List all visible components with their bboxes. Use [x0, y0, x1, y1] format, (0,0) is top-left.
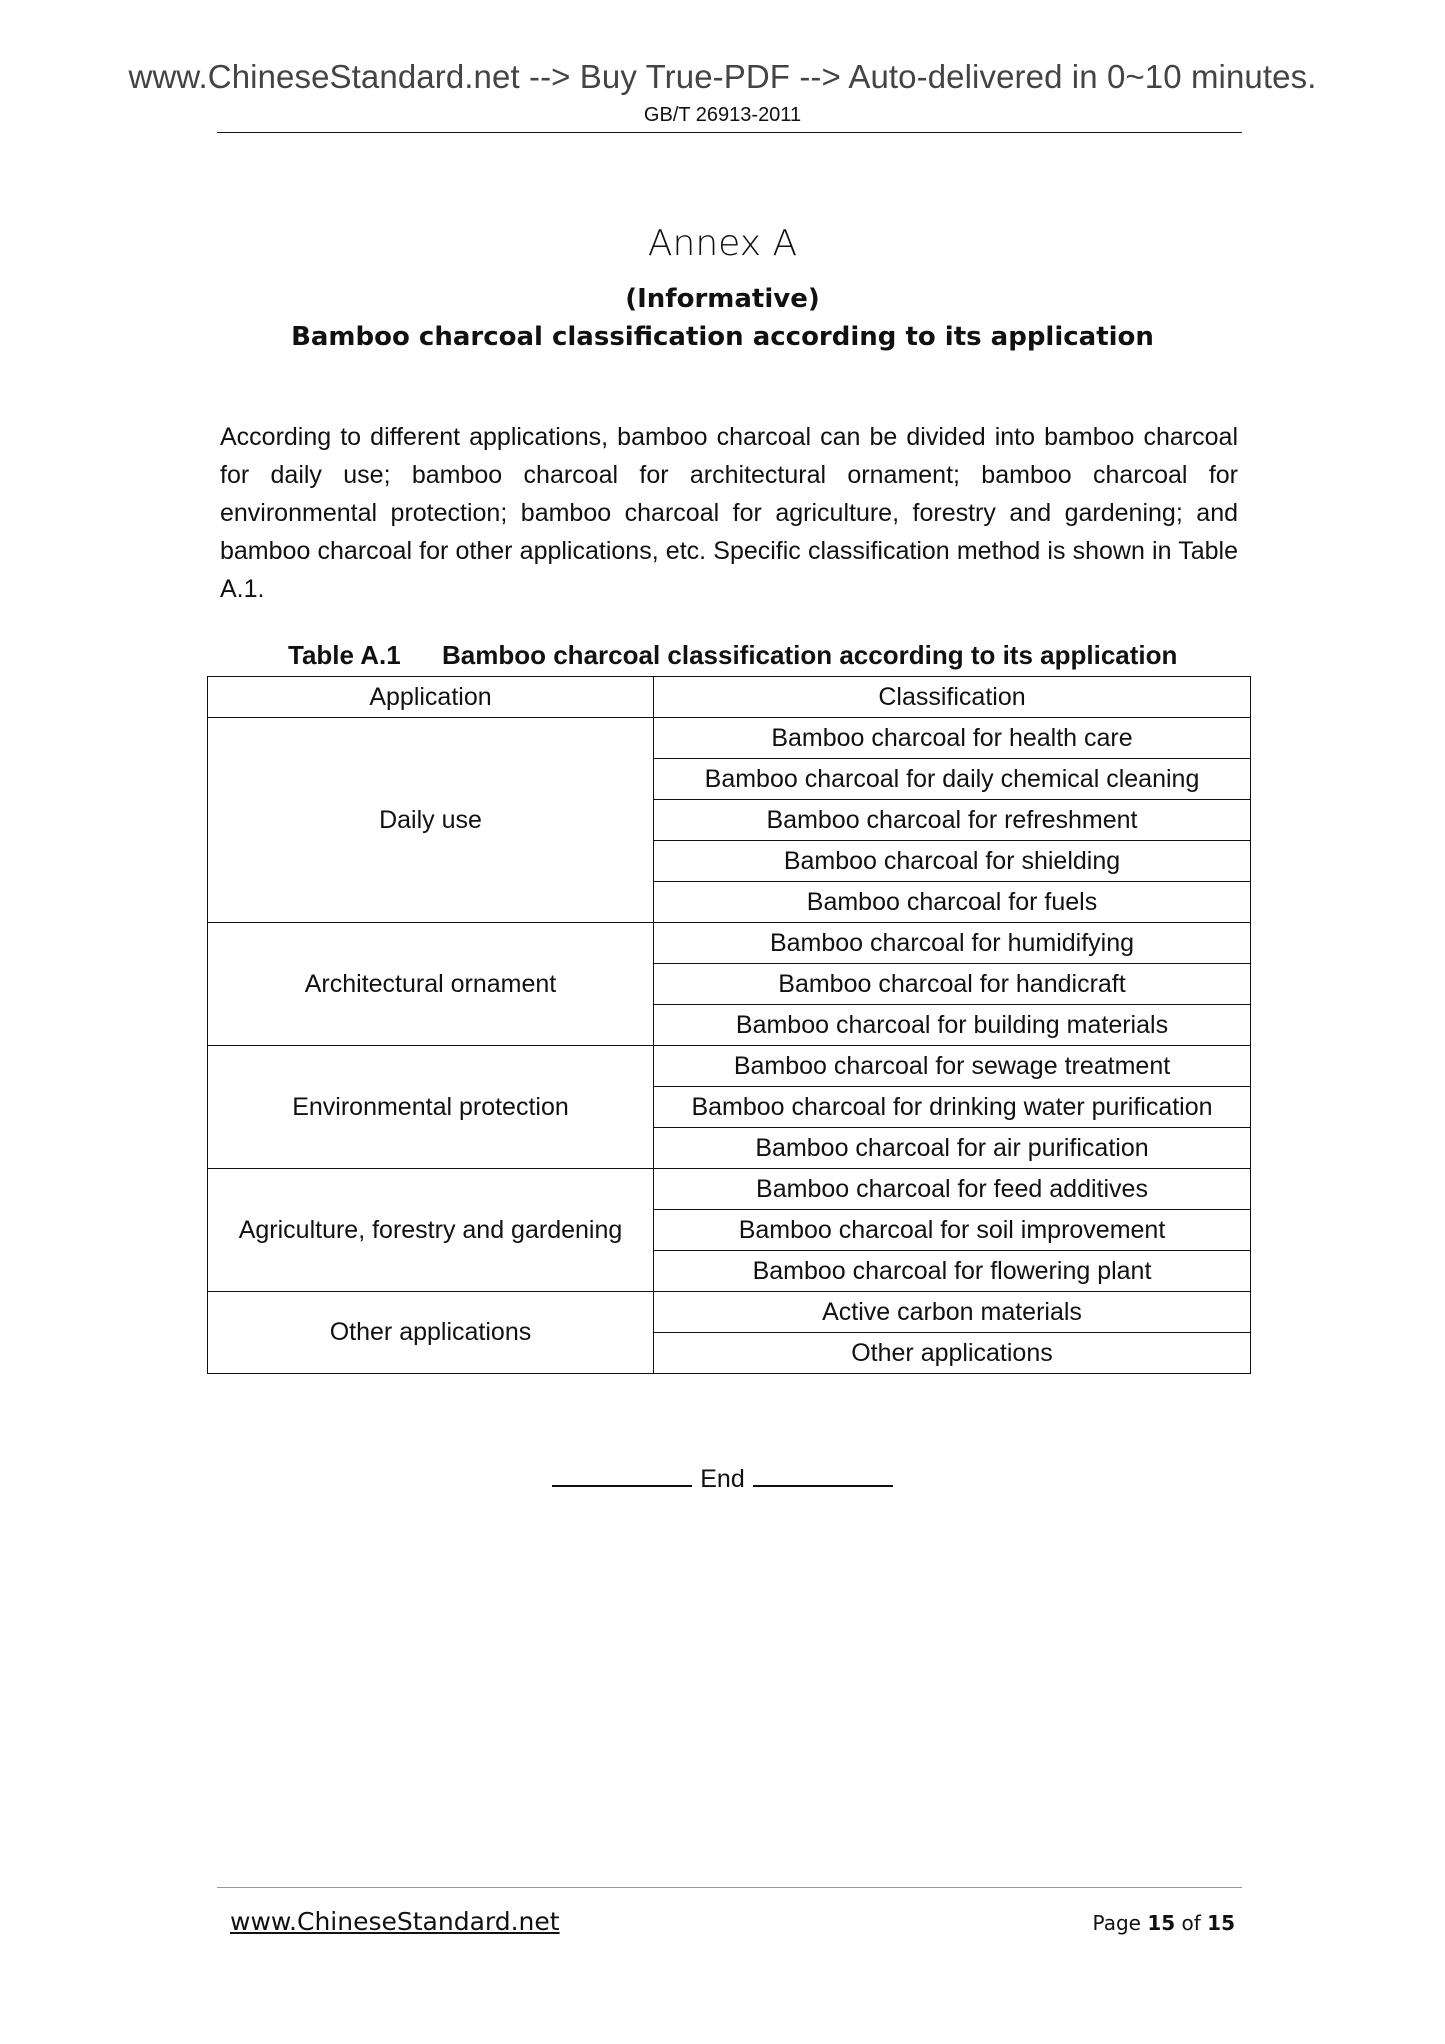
classification-cell: Other applications	[654, 1333, 1251, 1374]
page-of: of	[1181, 1911, 1201, 1935]
classification-cell: Bamboo charcoal for handicraft	[654, 964, 1251, 1005]
classification-cell: Bamboo charcoal for daily chemical cleaning	[654, 759, 1251, 800]
table-row	[208, 923, 1251, 964]
classification-cell: Bamboo charcoal for soil improvement	[654, 1210, 1251, 1251]
end-label: End	[700, 1465, 745, 1493]
table-row	[208, 1046, 1251, 1087]
classification-cell: Bamboo charcoal for feed additives	[654, 1169, 1251, 1210]
page-current: 15	[1147, 1911, 1176, 1935]
annex-title: Annex A	[647, 223, 798, 264]
application-cell: Architectural ornament	[208, 923, 654, 1046]
table-row	[208, 1169, 1251, 1210]
application-cell: Other applications	[208, 1292, 654, 1374]
table-header-row	[208, 677, 1251, 718]
classification-cell: Bamboo charcoal for humidifying	[654, 923, 1251, 964]
classification-cell: Bamboo charcoal for building materials	[654, 1005, 1251, 1046]
footer-divider	[217, 1887, 1242, 1888]
header-classification: Classification	[654, 677, 1251, 718]
classification-cell: Bamboo charcoal for air purification	[654, 1128, 1251, 1169]
table-caption-number: Table A.1	[288, 640, 401, 670]
table-caption	[288, 640, 1177, 671]
header-divider	[217, 132, 1242, 133]
end-rule-left	[552, 1484, 692, 1487]
classification-cell: Active carbon materials	[654, 1292, 1251, 1333]
document-code: GB/T 26913-2011	[643, 104, 802, 126]
classification-table	[207, 676, 1251, 1374]
intro-paragraph: According to different applications, bamboo charcoal can be divided into bamboo charcoal for daily use; bamboo charcoal for architectural ornament; bamboo charcoal for environmental protection; bamboo charcoal for agriculture, forestry and gardening; and bamboo charcoal for other applications, etc. Specific classification method is shown in Table A.1.	[220, 423, 1238, 603]
application-cell: Agriculture, forestry and gardening	[208, 1169, 654, 1292]
page-total: 15	[1207, 1911, 1235, 1935]
table-row	[208, 1292, 1251, 1333]
header-banner: www.ChineseStandard.net --> Buy True-PDF --> Auto-delivered in 0~10 minutes.	[128, 58, 1317, 95]
annex-subtitle: (Informative)	[625, 284, 820, 314]
end-marker	[0, 1465, 1445, 1494]
table-caption-title: Bamboo charcoal classification according to its application	[442, 640, 1178, 670]
table-body	[208, 718, 1251, 1374]
classification-cell: Bamboo charcoal for refreshment	[654, 800, 1251, 841]
page-prefix: Page	[1092, 1911, 1141, 1935]
classification-cell: Bamboo charcoal for health care	[654, 718, 1251, 759]
application-cell: Daily use	[208, 718, 654, 923]
classification-cell: Bamboo charcoal for fuels	[654, 882, 1251, 923]
annex-heading: Bamboo charcoal classification according to its application	[291, 322, 1154, 352]
header-application: Application	[208, 677, 654, 718]
table-row	[208, 718, 1251, 759]
classification-cell: Bamboo charcoal for shielding	[654, 841, 1251, 882]
footer-website-link[interactable]: www.ChineseStandard.net	[230, 1907, 560, 1936]
page-number	[1093, 1911, 1235, 1935]
end-rule-right	[753, 1484, 893, 1487]
classification-cell: Bamboo charcoal for sewage treatment	[654, 1046, 1251, 1087]
application-cell: Environmental protection	[208, 1046, 654, 1169]
classification-cell: Bamboo charcoal for drinking water purification	[654, 1087, 1251, 1128]
classification-cell: Bamboo charcoal for flowering plant	[654, 1251, 1251, 1292]
